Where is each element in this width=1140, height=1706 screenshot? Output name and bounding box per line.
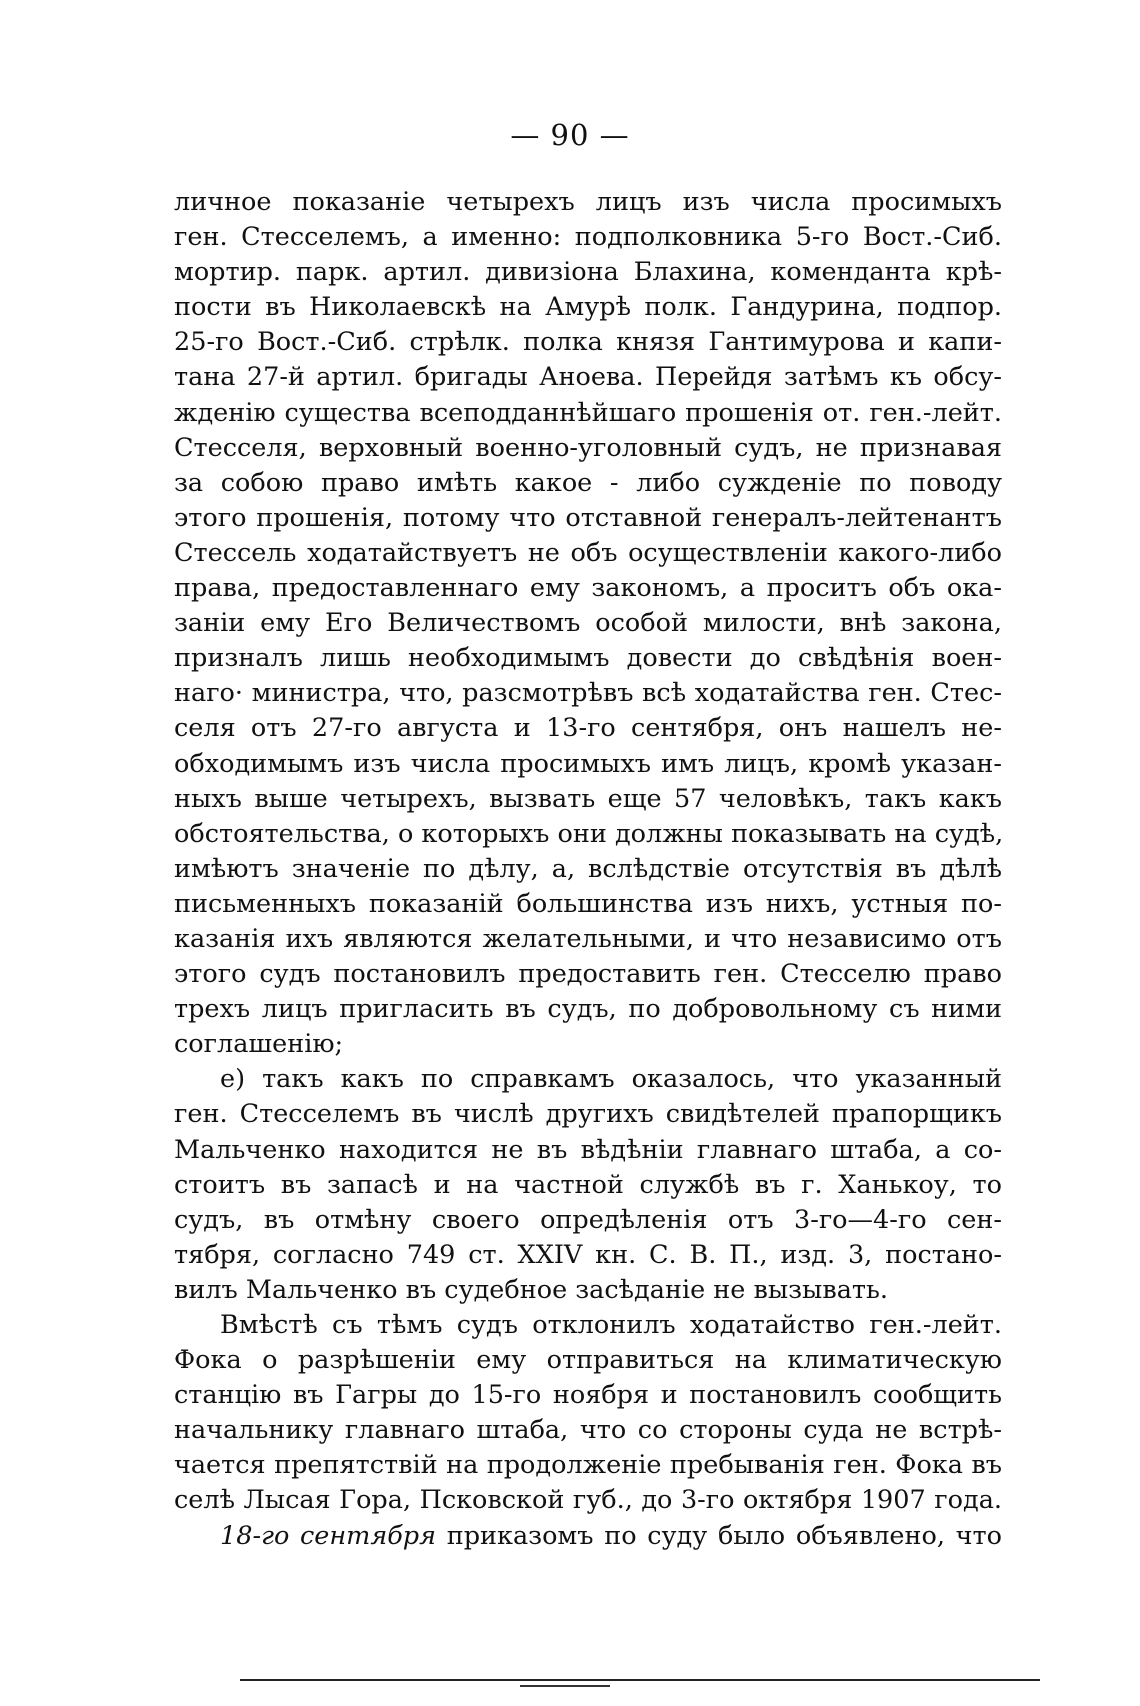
text-line: ген. Стесселемъ, а именно: подполковника 5-го Вост.-Сиб. [174, 222, 1002, 253]
text-line: стоитъ въ запасѣ и на частной службѣ въ г. Ханькоу, то [174, 1169, 1002, 1200]
footer-rule [240, 1679, 1040, 1681]
text-line: этого судъ постановилъ предоставить ген. Стесселю право [174, 959, 1002, 990]
text-line: вилъ Мальченко въ судебное засѣданіе не вызывать. [174, 1274, 888, 1305]
page-number: — 90 — [510, 118, 630, 152]
text-line: чается препятствій на продолженіе пребыванія ген. Фока въ [174, 1450, 1002, 1481]
text-line: жденію существа всеподданнѣйшаго прошенія от. ген.-лейт. [174, 397, 1002, 428]
text-line-final [174, 1519, 1002, 1554]
date-italic: 18-го сентября [220, 1520, 437, 1551]
text-line: судъ, въ отмѣну своего опредѣленія отъ 3-го—4-го сен- [174, 1204, 1002, 1235]
text-line: обходимымъ изъ числа просимыхъ имъ лицъ, кромѣ указан- [174, 748, 1002, 779]
text-line: станцію въ Гагры до 15-го ноября и постановилъ сообщить [174, 1380, 1002, 1411]
text-line: пости въ Николаевскѣ на Амурѣ полк. Гандурина, подпор. [174, 292, 1002, 323]
text-line: права, предоставленнаго ему закономъ, а проситъ объ ока- [174, 573, 1002, 604]
text-line: мортир. парк. артил. дивизіона Блахина, коменданта крѣ- [174, 257, 1002, 288]
text-line: тября, согласно 749 ст. XXIV кн. С. В. П., изд. 3, постано- [174, 1239, 1002, 1270]
text-line: ныхъ выше четырехъ, вызвать еще 57 человѣкъ, такъ какъ [174, 783, 1002, 814]
text-line: Вмѣстѣ съ тѣмъ судъ отклонилъ ходатайство ген.-лейт. [220, 1310, 1002, 1340]
text-line: письменныхъ показаній большинства изъ нихъ, устныя по- [174, 888, 1002, 919]
text-line: селѣ Лысая Гора, Псковской губ., до 3-го октября 1907 года. [174, 1485, 1002, 1516]
text-line: призналъ лишь необходимымъ довести до свѣдѣнія воен- [174, 643, 1002, 674]
text-line: за собою право имѣть какое - либо сужденіе по поводу [174, 467, 1002, 498]
text-line: личное показаніе четырехъ лицъ изъ числа просимыхъ [174, 187, 1002, 217]
text-line: Стессель ходатайствуетъ не объ осуществленіи какого-либо [174, 537, 1002, 568]
final-line-rest: приказомъ по суду было объявлено, что [436, 1520, 1002, 1551]
text-line: Мальченко находится не въ вѣдѣніи главнаго штаба, а со- [174, 1134, 1002, 1165]
text-line: ген. Стесселемъ въ числѣ другихъ свидѣтелей прапорщикъ [174, 1099, 1002, 1130]
text-line: трехъ лицъ пригласить въ судъ, по добровольному съ ними [174, 994, 1002, 1025]
text-line: начальнику главнаго штаба, что со стороны суда не встрѣ- [174, 1415, 1002, 1446]
text-line: 25-го Вост.-Сиб. стрѣлк. полка князя Гантимурова и капи- [174, 327, 1002, 358]
body-text [174, 185, 1002, 1554]
footer-rule-accent [520, 1685, 610, 1687]
text-line: наго· министра, что, разсмотрѣвъ всѣ ходатайства ген. Стес- [174, 678, 1002, 709]
text-line: имѣютъ значеніе по дѣлу, а, вслѣдствіе отсутствія въ дѣлѣ [174, 853, 1002, 884]
text-line: этого прошенія, потому что отставной генералъ-лейтенантъ [174, 502, 1002, 533]
text-line: тана 27-й артил. бригады Аноева. Перейдя затѣмъ къ обсу- [174, 362, 1002, 393]
text-line: Фока о разрѣшеніи ему отправиться на климатическую [174, 1345, 1002, 1376]
text-line: обстоятельства, о которыхъ они должны показывать на судѣ, [174, 818, 1004, 849]
text-line: заніи ему Его Величествомъ особой милости, внѣ закона, [174, 608, 1002, 639]
text-line: казанія ихъ являются желательными, и что независимо отъ [174, 923, 1002, 954]
text-line: Стесселя, верховный военно-уголовный судъ, не признавая [174, 432, 1002, 463]
text-line: селя отъ 27-го августа и 13-го сентября, онъ нашелъ не- [174, 713, 1002, 744]
text-line: е) такъ какъ по справкамъ оказалось, что указанный [220, 1064, 1002, 1095]
text-line: соглашенію; [174, 1029, 344, 1060]
